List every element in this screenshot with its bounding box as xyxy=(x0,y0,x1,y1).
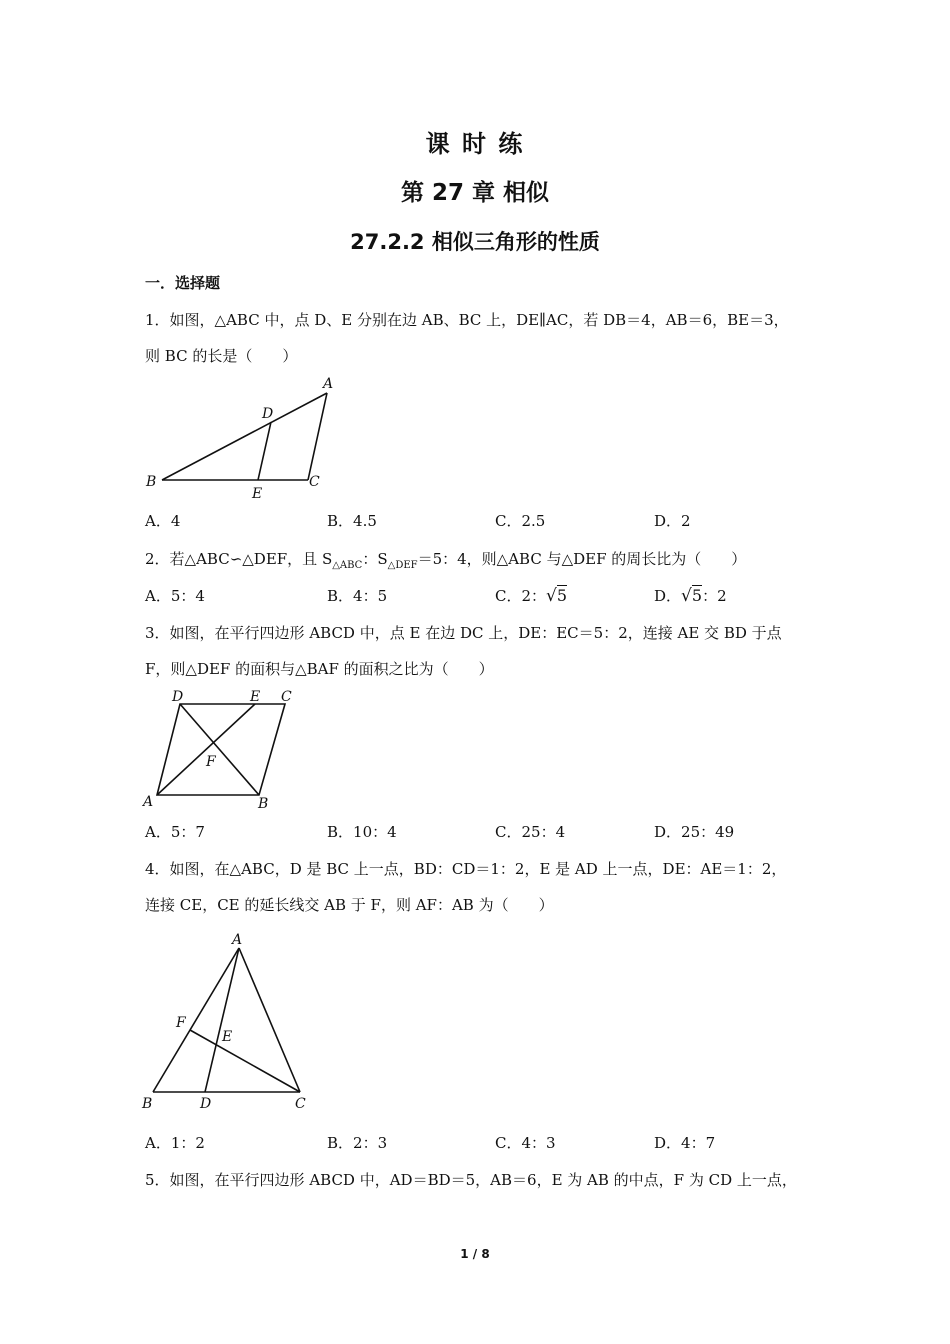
q2-option-a: A．5：4 xyxy=(145,587,205,605)
q2-option-d-label: D． xyxy=(654,587,682,605)
q3-label-a: A xyxy=(143,794,154,810)
question-3-line2: F，则△DEF 的面积与△BAF 的面积之比为（ ） xyxy=(145,660,494,678)
q3-label-d: D xyxy=(172,689,184,705)
q2-option-d-radicand: 5 xyxy=(691,586,703,605)
q2-subscript-abc: △ABC xyxy=(332,560,363,571)
question-1-line1: 1．如图，△ABC 中，点 D、E 分别在边 AB、BC 上，DE∥AC，若 DB＝4，AB＝6，BE＝3， xyxy=(145,311,789,329)
chapter-title: 第 27 章 相似 xyxy=(400,180,550,206)
q3-option-c: C．25：4 xyxy=(495,823,566,841)
question-3-line1: 3．如图，在平行四边形 ABCD 中，点 E 在边 DC 上，DE：EC＝5：2，连接 AE 交 BD 于点 xyxy=(145,624,782,642)
q4-option-a: A．1：2 xyxy=(145,1134,205,1152)
q2-stem-mid: ：S xyxy=(362,550,388,568)
section-title: 27.2.2 相似三角形的性质 xyxy=(350,230,600,254)
q1-option-c: C．2.5 xyxy=(495,512,546,530)
q3-label-c: C xyxy=(281,689,292,705)
q4-label-e: E xyxy=(222,1029,233,1045)
q2-subscript-def: △DEF xyxy=(387,560,418,571)
q4-option-d: D．4：7 xyxy=(654,1134,716,1152)
q1-label-e: E xyxy=(252,486,263,502)
q4-label-d: D xyxy=(200,1096,212,1112)
q2-option-b: B．4：5 xyxy=(327,587,388,605)
q3-option-a: A．5：7 xyxy=(145,823,205,841)
q3-option-b: B．10：4 xyxy=(327,823,397,841)
question-1-line2: 则 BC 的长是（ ） xyxy=(145,347,298,365)
q1-option-b: B．4.5 xyxy=(327,512,377,530)
q3-label-b: B xyxy=(258,796,269,812)
q2-option-d xyxy=(654,585,727,606)
q1-label-d: D xyxy=(262,406,274,422)
q4-label-a: A xyxy=(232,932,243,948)
q1-label-c: C xyxy=(309,474,320,490)
sqrt-icon: √ xyxy=(681,586,692,606)
q3-option-d: D．25：49 xyxy=(654,823,735,841)
q1-option-a: A．4 xyxy=(145,512,181,530)
q2-option-d-tail: ：2 xyxy=(702,587,727,605)
question-1-figure xyxy=(140,372,350,502)
q4-option-b: B．2：3 xyxy=(327,1134,388,1152)
question-5-line1: 5．如图，在平行四边形 ABCD 中，AD＝BD＝5，AB＝6，E 为 AB 的中点，F 为 CD 上一点， xyxy=(145,1171,797,1189)
question-4-figure xyxy=(138,926,318,1118)
q1-option-d: D．2 xyxy=(654,512,691,530)
q4-label-f: F xyxy=(176,1015,186,1031)
q2-stem-prefix: 2．若△ABC∽△DEF，且 S xyxy=(145,550,333,568)
question-2-stem xyxy=(145,548,810,577)
page-number: 1 / 8 xyxy=(460,1247,490,1261)
question-4-line2: 连接 CE，CE 的延长线交 AB 于 F，则 AF：AB 为（ ） xyxy=(145,896,554,914)
q3-label-f: F xyxy=(206,754,216,770)
q2-stem-suffix: ＝5：4，则△ABC 与△DEF 的周长比为（ ） xyxy=(417,550,747,568)
q4-option-c: C．4：3 xyxy=(495,1134,556,1152)
q1-label-a: A xyxy=(323,376,334,392)
worksheet-title: 课 时 练 xyxy=(425,130,525,158)
q2-option-c-radicand: 5 xyxy=(556,586,568,605)
q4-label-b: B xyxy=(142,1096,153,1112)
q1-label-b: B xyxy=(146,474,157,490)
q2-option-c xyxy=(495,585,567,606)
question-4-line1: 4．如图，在△ABC，D 是 BC 上一点，BD：CD＝1：2，E 是 AD 上一点，DE：AE＝1：2， xyxy=(145,860,787,878)
question-3-figure xyxy=(140,684,310,814)
sqrt-icon: √ xyxy=(546,586,557,606)
q3-label-e: E xyxy=(250,689,261,705)
section-heading: 一．选择题 xyxy=(145,274,221,292)
q4-label-c: C xyxy=(295,1096,306,1112)
q2-option-c-label: C．2： xyxy=(495,587,547,605)
